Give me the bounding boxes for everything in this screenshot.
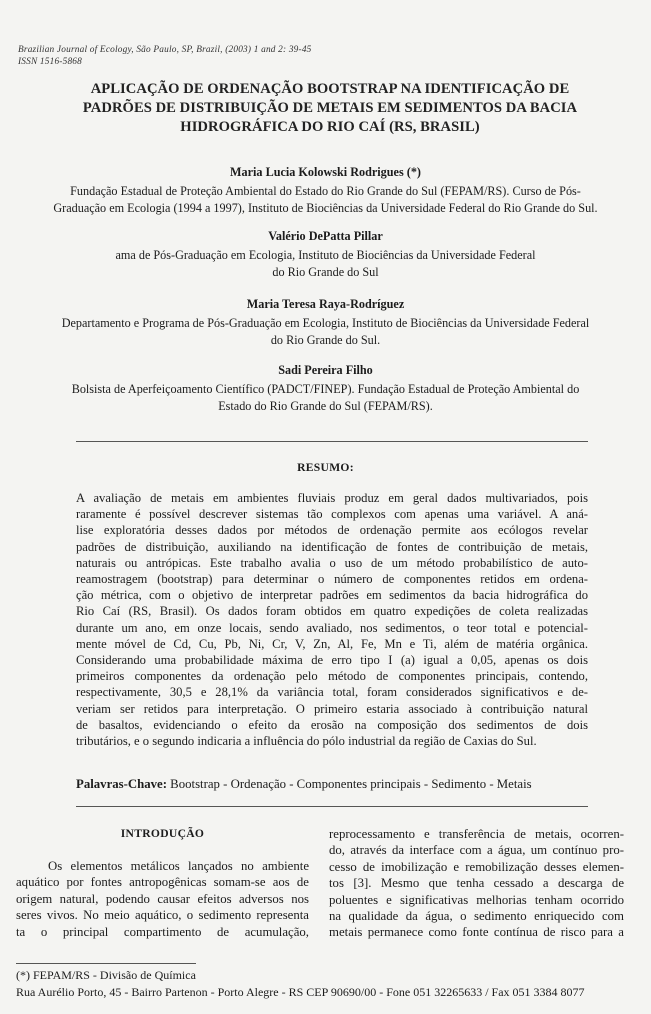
author-affiliation bbox=[0, 315, 651, 349]
intro-heading: INTRODUÇÃO bbox=[120, 827, 205, 840]
intro-line: ta o principal compartimento de acumulação, bbox=[16, 924, 309, 939]
keywords-text: Bootstrap - Ordenação - Componentes principais - Sedimento - Metais bbox=[166, 777, 532, 791]
intro-line: origem natural, podendo causar efeitos adversos nos bbox=[16, 891, 309, 906]
footnote-rule bbox=[16, 963, 196, 964]
affiliation-line: Graduação em Ecologia (1994 a 1997), Instituto de Biociências da Universidade Federal do Rio Grande do Sul. bbox=[53, 201, 598, 215]
affiliation-line: Fundação Estadual de Proteção Ambiental do Estado do Rio Grande do Sul (FEPAM/RS). Curso de Pós- bbox=[70, 184, 581, 198]
affiliation-line: do Rio Grande do Sul. bbox=[270, 333, 381, 347]
abstract-line: reamostragem (bootstrap) para determinar o número de componentes retidos em ordena- bbox=[76, 572, 588, 587]
abstract-line: mente móvel de Cd, Cu, Pb, Ni, Cr, V, Zn, Al, Fe, Mn e Ti, além de matéria orgânica. bbox=[76, 636, 588, 651]
divider-top bbox=[76, 441, 588, 442]
footnote-address: Rua Aurélio Porto, 45 - Bairro Partenon - Porto Alegre - RS CEP 90690/00 - Fone 051 32265633 / Fax 051 3384 8077 bbox=[16, 984, 585, 999]
intro-line: na qualidade da água, o sedimento enriquecido com bbox=[329, 909, 624, 924]
intro-line: reprocessamento e transferência de metais, ocorren- bbox=[329, 827, 624, 841]
intro-line: seres vivos. No meio aquático, o sedimento representa bbox=[16, 908, 309, 923]
divider-bottom bbox=[76, 806, 588, 807]
footnote-affiliation: (*) FEPAM/RS - Divisão de Química bbox=[16, 968, 196, 982]
abstract-line: raramente é possível descrever sistemas tão complexos com apenas uma variável. A aná- bbox=[76, 507, 588, 522]
intro-line: metais permanece como fonte contínua de risco para a bbox=[329, 925, 624, 940]
intro-right-column bbox=[329, 826, 624, 941]
title-line: APLICAÇÃO DE ORDENAÇÃO BOOTSTRAP NA IDENTIFICAÇÃO DE bbox=[90, 81, 570, 97]
abstract-line: durante um ano, em onze locais, sendo avaliado, nos sedimentos, o teor total e potencial- bbox=[76, 620, 588, 635]
affiliation-line: ama de Pós-Graduação em Ecologia, Instituto de Biociências da Universidade Federal bbox=[115, 248, 536, 262]
abstract-line: Considerando uma probabilidade máxima de erro tipo I (a) igual a 0,05, apenas os dois bbox=[76, 653, 588, 668]
author-block bbox=[0, 296, 651, 349]
author-block bbox=[0, 362, 651, 415]
resumo-heading: RESUMO: bbox=[297, 461, 354, 474]
affiliation-line: do Rio Grande do Sul bbox=[272, 265, 379, 279]
abstract-line: ção métrica, com o objetivo de interpretar padrões em sedimentos da bacia hidrográfica do bbox=[76, 588, 588, 603]
abstract-line: primeiros componentes da ordenação pelo método de componentes principais, contendo, bbox=[76, 669, 588, 684]
journal-citation: Brazilian Journal of Ecology, São Paulo, SP, Brazil, (2003) 1 and 2: 39-45 bbox=[18, 45, 312, 55]
abstract-line: tributários, e o segundo indicaria a influência do pólo industrial da região de Caxias do Sul. bbox=[76, 734, 537, 749]
intro-line: tos [3]. Mesmo que tenha cessado a descarga de bbox=[329, 876, 624, 891]
affiliation-line: Estado do Rio Grande do Sul (FEPAM/RS). bbox=[218, 399, 433, 413]
abstract-line: A avaliação de metais em ambientes fluviais produz em geral dados multivariados, pois bbox=[76, 491, 588, 505]
footnote bbox=[16, 967, 585, 1000]
author-name: Sadi Pereira Filho bbox=[278, 363, 373, 377]
author-name: Maria Teresa Raya-Rodríguez bbox=[246, 297, 405, 311]
intro-line: poluentes e significativas melhorias tenham ocorrido bbox=[329, 892, 624, 907]
author-affiliation bbox=[0, 247, 651, 281]
journal-header bbox=[18, 44, 312, 68]
abstract-line: Rio Caí (RS, Brasil). Os dados foram obtidos em quatro expedições de coleta realizadas bbox=[76, 604, 588, 619]
abstract-line: naturais ou antrópicas. Este trabalho avalia o uso de um método probabilístico de auto- bbox=[76, 555, 588, 570]
keywords-line bbox=[76, 777, 532, 792]
abstract-line: lise exploratória desses dados por métodos de ordenação permite aos ecólogos revelar bbox=[76, 523, 588, 538]
intro-line: do, através da interface com a água, um contínuo pro- bbox=[329, 843, 624, 858]
paper-title bbox=[30, 80, 630, 137]
intro-line: aquático por fontes antropogênicas somam-se aos de bbox=[16, 875, 309, 890]
title-line: PADRÕES DE DISTRIBUIÇÃO DE METAIS EM SEDIMENTOS DA BACIA bbox=[82, 100, 578, 116]
author-block bbox=[0, 164, 651, 217]
intro-line: cesso de imobilização e remobilização desses elemen- bbox=[329, 859, 624, 874]
abstract-line: de basaltos, evidenciando o efeito da erosão na composição dos sedimentos de dois bbox=[76, 717, 588, 732]
abstract-line: respectivamente, 30,5 e 28,1% da variância total, foram considerados significativos e de- bbox=[76, 685, 588, 700]
author-affiliation bbox=[0, 381, 651, 415]
author-name: Maria Lucia Kolowski Rodrigues (*) bbox=[230, 165, 421, 179]
abstract-body bbox=[76, 490, 588, 749]
intro-left-column bbox=[16, 826, 309, 940]
affiliation-line: Departamento e Programa de Pós-Graduação em Ecologia, Instituto de Biociências da Universidade Federal bbox=[61, 316, 590, 330]
author-block bbox=[0, 228, 651, 281]
abstract-line: padrões de distribuição, auxiliando na identificação de fontes de contribuição de metais, bbox=[76, 539, 588, 554]
title-line: HIDROGRÁFICA DO RIO CAÍ (RS, BRASIL) bbox=[180, 119, 480, 135]
author-name: Valério DePatta Pillar bbox=[268, 229, 383, 243]
intro-line: Os elementos metálicos lançados no ambiente bbox=[48, 859, 309, 873]
keywords-label: Palavras-Chave: bbox=[76, 777, 167, 791]
affiliation-line: Bolsista de Aperfeiçoamento Científico (PADCT/FINEP). Fundação Estadual de Proteção Ambiental do bbox=[71, 382, 580, 396]
journal-issn: ISSN 1516-5868 bbox=[18, 57, 83, 67]
author-affiliation bbox=[0, 183, 651, 217]
abstract-line: veriam ser retidos para interpretação. O primeiro estaria associado à contribuição natural bbox=[76, 701, 588, 716]
